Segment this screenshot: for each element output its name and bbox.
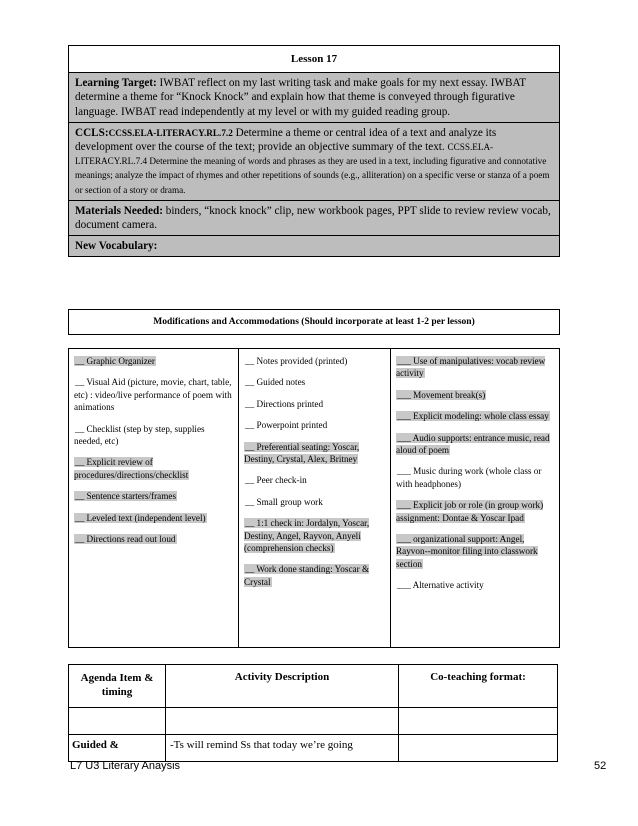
- modification-item-text: __ Leveled text (independent level): [75, 512, 206, 523]
- modification-item-text: __ Small group work: [245, 496, 323, 507]
- ccls-section: [69, 123, 559, 201]
- modification-item: [244, 563, 385, 588]
- modification-item: [244, 419, 385, 431]
- agenda-row: [69, 735, 558, 762]
- modifications-column-2: [238, 349, 390, 647]
- agenda-header-activity: Activity Description: [166, 665, 399, 708]
- modification-item: [74, 456, 233, 481]
- modification-item: [244, 355, 385, 367]
- materials-text: binders, “knock knock” clip, new workbook pages, PPT slide to review review vocab, document camera.: [75, 204, 551, 232]
- modification-item-text: ___ Explicit job or role (in group work) assignment: Dontae & Yoscar Ipad: [396, 500, 544, 523]
- modification-item-text: __ Visual Aid (picture, movie, chart, table, etc) : video/live performance of poem with animations: [74, 377, 232, 413]
- modification-item-text: ___ organizational support: Angel, Rayvon--monitor filing into classwork section: [396, 534, 538, 569]
- modification-item: [396, 465, 554, 490]
- agenda-table: [68, 664, 558, 762]
- modification-item-text: __ Directions printed: [245, 398, 324, 409]
- footer-unit-label: L7 U3 Literary Anaysis: [70, 760, 181, 772]
- modifications-column-1: [69, 349, 238, 647]
- agenda-coteaching-cell: [399, 735, 558, 762]
- lesson-title: Lesson 17: [69, 46, 559, 73]
- modification-item: [244, 441, 385, 466]
- modification-item-text: __ Notes provided (printed): [245, 356, 348, 366]
- modification-item: [74, 490, 233, 502]
- modification-item-text: __ Work done standing: Yoscar & Crystal: [244, 564, 370, 587]
- page-number: 52: [594, 760, 607, 772]
- modification-item: [244, 398, 385, 410]
- modifications-title: Modifications and Accommodations (Should incorporate at least 1-2 per lesson): [68, 309, 560, 335]
- modification-item-text: __ Sentence starters/frames: [75, 491, 177, 502]
- modification-item-text: __ Directions read out loud: [75, 534, 176, 545]
- modification-item-text: ___ Alternative activity: [397, 580, 484, 591]
- modification-item-text: ___ Audio supports: entrance music, read aloud of poem: [396, 432, 550, 456]
- modification-item-text: __ Guided notes: [245, 377, 306, 388]
- modification-item-text: __ Explicit review of procedures/directions/checklist: [74, 457, 189, 480]
- modification-item-text: __ Peer check-in: [245, 475, 307, 486]
- ccls-text-1: Determine a theme or central idea of a text and analyze its development over the course of the text; provide an objective summary of the text.: [75, 126, 497, 154]
- learning-target-section: [69, 73, 559, 123]
- modification-item-text: __ Powerpoint printed: [245, 420, 328, 431]
- modification-item: [74, 376, 233, 413]
- modification-item: [244, 376, 385, 388]
- modification-item-text: __ Preferential seating: Yoscar, Destiny, Crystal, Alex, Britney: [244, 441, 360, 465]
- agenda-empty-row: [69, 708, 558, 735]
- agenda-header-row: [69, 665, 558, 708]
- materials-label: Materials Needed:: [75, 204, 163, 217]
- modification-item: [244, 517, 385, 554]
- modification-item-text: __ Graphic Organizer: [75, 356, 155, 366]
- modification-item: [244, 496, 385, 508]
- ccls-text-2: Determine the meaning of words and phrases as they are used in a text, including figurative and connotative meanings; analyze the impact of rhymes and other repetitions of sounds (e.g., alliteration) on a specific verse or stanza of a poem or section of a story or drama.: [75, 156, 550, 195]
- learning-target-label: Learning Target:: [75, 77, 157, 90]
- modification-item: [74, 512, 233, 524]
- modification-item: [396, 410, 554, 422]
- modification-item-text: __ Checklist (step by step, supplies needed, etc): [74, 423, 205, 447]
- modification-item: [396, 499, 554, 524]
- ccls-code-1: CCSS.ELA-LITERACY.RL.7.2: [108, 127, 233, 138]
- modification-item-text: __ 1:1 check in: Jordalyn, Yoscar, Destiny, Angel, Rayvon, Anyeli (comprehension checks): [244, 518, 370, 554]
- agenda-header-coteaching: Co-teaching format:: [399, 665, 558, 708]
- agenda-header-item: Agenda Item & timing: [69, 665, 166, 708]
- modification-item: [396, 533, 554, 570]
- modification-item: [396, 355, 554, 380]
- lesson-info-box: [68, 45, 560, 257]
- new-vocabulary-section: [69, 236, 559, 256]
- materials-section: [69, 201, 559, 236]
- ccls-code-2: CCSS.ELA-LITERACY.RL.7.4: [75, 142, 494, 167]
- modification-item: [244, 474, 385, 486]
- modification-item: [74, 423, 233, 448]
- modifications-column-3: [390, 349, 559, 647]
- new-vocabulary-label: New Vocabulary:: [75, 240, 158, 253]
- agenda-activity-cell: -Ts will remind Ss that today we’re going: [166, 735, 399, 762]
- modification-item-text: ___ Music during work (whole class or with headphones): [396, 466, 542, 489]
- modification-item-text: ___ Use of manipulatives: vocab review activity: [396, 356, 546, 379]
- modification-item: [396, 579, 554, 591]
- modification-item: [396, 389, 554, 401]
- modification-item-text: ___ Explicit modeling: whole class essay: [397, 411, 549, 422]
- learning-target-text: IWBAT reflect on my last writing task and make goals for my next essay. IWBAT determine a theme for “Knock Knock” and explain how that theme is conveyed through figurative language. IWBAT read independently at my level or with my guided reading group.: [75, 77, 526, 118]
- modifications-grid: [68, 348, 560, 648]
- modification-item: [74, 355, 233, 367]
- modification-item-text: ___ Movement break(s): [397, 389, 486, 400]
- modification-item: [396, 432, 554, 457]
- modification-item: [74, 533, 233, 545]
- ccls-label: CCLS:: [75, 126, 109, 139]
- agenda-item-cell: Guided &: [69, 735, 166, 762]
